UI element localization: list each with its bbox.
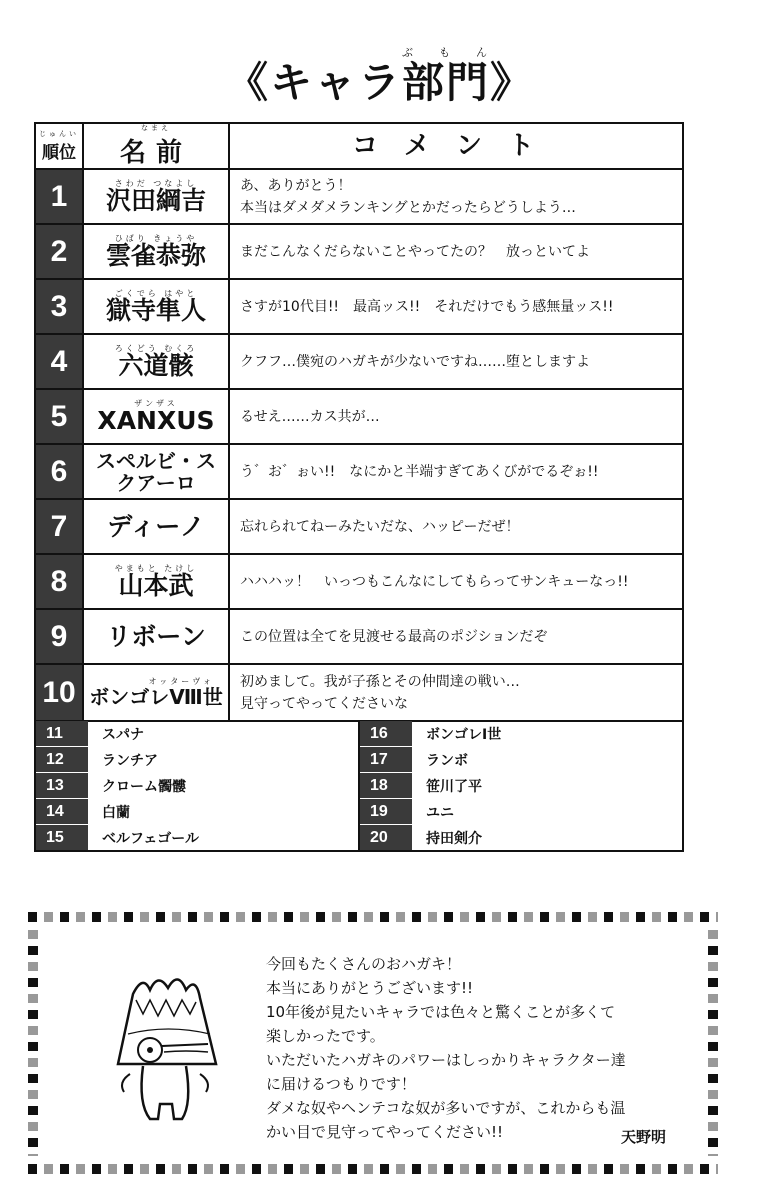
name-ruby: ろくどう むくろ <box>114 344 198 353</box>
name-cell <box>84 390 230 443</box>
comment-cell <box>230 500 682 553</box>
rank-row-9 <box>36 610 682 665</box>
comment-line: さすが10代目!! 最高ッス!! それだけでもう感無量ッス!! <box>240 298 614 315</box>
comment-cell <box>230 280 682 333</box>
comment-line: クフフ…僕宛のハガキが少ないですね……堕としますよ <box>240 353 590 370</box>
name-cell <box>84 500 230 553</box>
lower-ranks-table <box>34 721 684 852</box>
rank-number: 20 <box>360 825 412 850</box>
character-name: 沢田綱吉 <box>105 186 206 215</box>
title-ruby: ぶもん <box>402 46 513 59</box>
name-cell <box>84 665 230 720</box>
rank-number: 17 <box>360 747 412 772</box>
rank-number: 5 <box>36 390 84 443</box>
rank-number: 10 <box>36 665 84 720</box>
comment-header-cell <box>230 124 682 168</box>
comment-cell <box>230 390 682 443</box>
rank-number: 1 <box>36 170 84 223</box>
rank-row-6 <box>36 445 682 500</box>
name-cell <box>84 280 230 333</box>
dashed-border-bottom <box>28 1164 718 1174</box>
character-name: ボンゴレⅧ世 <box>89 685 223 709</box>
character-name: 六道骸 <box>118 351 194 380</box>
comment-cell <box>230 170 682 223</box>
message-line: 本当にありがとうございます!! <box>266 979 474 997</box>
message-line: いただいたハガキのパワーはしっかりキャラクター達 <box>266 1051 626 1069</box>
comment-line: 本当はダメダメランキングとかだったらどうしよう… <box>240 199 576 216</box>
comment-line: この位置は全てを見渡せる最高のポジションだぞ <box>240 628 548 645</box>
name-ruby: さわだ つなよし <box>114 179 198 188</box>
character-name: リボーン <box>106 621 206 651</box>
character-name: 笹川了平 <box>426 778 482 795</box>
rank-row-4 <box>36 335 682 390</box>
name-header-cell <box>84 124 230 168</box>
rank-row-3 <box>36 280 682 335</box>
list-item <box>360 825 682 850</box>
comment-cell <box>230 225 682 278</box>
comment-line: あ、ありがとう！ <box>240 177 352 194</box>
name-ruby: やまもと たけし <box>114 564 198 573</box>
rank-row-2 <box>36 225 682 280</box>
comment-line: 忘れられてねーみたいだな、ハッピーだぜ！ <box>240 518 520 535</box>
rank-row-10 <box>36 665 682 720</box>
character-name: ユニ <box>426 804 454 821</box>
rank-row-5 <box>36 390 682 445</box>
author-message <box>266 952 686 1144</box>
comment-header: コメント <box>351 131 560 161</box>
character-name: 白蘭 <box>102 804 130 821</box>
message-line: 10年後が見たいキャラでは色々と驚くことが多くて <box>266 1003 616 1021</box>
name-cell <box>84 445 230 498</box>
list-item <box>36 721 358 747</box>
character-name: 獄寺隼人 <box>105 296 206 325</box>
name-header-ruby: なまえ <box>141 123 171 132</box>
rank-number: 8 <box>36 555 84 608</box>
rank-number: 2 <box>36 225 84 278</box>
rank-number: 12 <box>36 747 88 772</box>
name-ruby: ひばり きょうや <box>114 234 198 243</box>
comment-cell <box>230 610 682 663</box>
list-item <box>360 799 682 825</box>
rank-header: 順位 <box>42 142 76 163</box>
comment-cell <box>230 335 682 388</box>
comment-cell <box>230 665 682 720</box>
rank-header-cell <box>36 124 84 168</box>
author-mascot-icon <box>88 954 238 1144</box>
character-name: 持田剣介 <box>426 830 482 847</box>
list-item <box>36 825 358 850</box>
rank-number: 19 <box>360 799 412 824</box>
name-ruby: ザンザス <box>134 399 178 408</box>
rank-number: 9 <box>36 610 84 663</box>
dashed-border-top <box>28 912 718 922</box>
rank-number: 3 <box>36 280 84 333</box>
comment-line: 見守ってやってくださいな <box>240 695 408 712</box>
list-item <box>36 747 358 773</box>
message-line: 今回もたくさんのおハガキ！ <box>266 955 462 973</box>
character-name: 雲雀恭弥 <box>105 241 206 270</box>
ranking-table <box>34 122 684 722</box>
message-line: に届けるつもりです！ <box>266 1075 416 1093</box>
dashed-border-left <box>28 930 38 1156</box>
lower-ranks-right-column <box>360 721 682 850</box>
comment-cell <box>230 555 682 608</box>
name-ruby: ごくでら はやと <box>114 289 198 298</box>
character-name: ディーノ <box>107 511 205 541</box>
rank-number: 13 <box>36 773 88 798</box>
rank-row-7 <box>36 500 682 555</box>
table-header-row <box>36 124 682 170</box>
rank-number: 6 <box>36 445 84 498</box>
character-name: ランボ <box>426 752 468 769</box>
comment-cell <box>230 445 682 498</box>
character-name: クローム髑髏 <box>102 778 186 795</box>
rank-number: 11 <box>36 721 88 746</box>
list-item <box>360 773 682 799</box>
list-item <box>360 747 682 773</box>
rank-number: 18 <box>360 773 412 798</box>
character-name: ベルフェゴール <box>102 830 200 847</box>
name-cell <box>84 170 230 223</box>
name-cell <box>84 225 230 278</box>
author-note-box <box>28 912 718 1174</box>
character-name: ランチア <box>102 752 158 769</box>
character-name: 山本武 <box>118 571 194 600</box>
rank-number: 14 <box>36 799 88 824</box>
rank-row-8 <box>36 555 682 610</box>
character-name: スパナ <box>102 726 144 743</box>
character-name: ボンゴレⅠ世 <box>426 726 502 743</box>
list-item <box>360 721 682 747</box>
comment-line: るせえ……カス共が… <box>240 408 380 425</box>
name-ruby: オッターヴォ <box>148 677 214 686</box>
rank-number: 16 <box>360 721 412 746</box>
dashed-border-right <box>708 930 718 1156</box>
comment-line: まだこんなくだらないことやってたの？ 放っといてよ <box>240 243 590 260</box>
author-signature: 天野明 <box>620 1128 666 1146</box>
comment-line: ハハハッ！ いっつもこんなにしてもらってサンキューなっ!! <box>240 573 629 590</box>
page-title: 《キャラ部門》 <box>225 58 534 107</box>
message-line: かい目で見守ってやってください!! <box>266 1123 504 1141</box>
rank-number: 4 <box>36 335 84 388</box>
name-cell <box>84 555 230 608</box>
character-name: XANXUS <box>97 406 215 435</box>
message-line: 楽しかったです。 <box>266 1027 385 1045</box>
character-name: スペルビ・スクアーロ <box>96 448 216 495</box>
lower-ranks-left-column <box>36 721 360 850</box>
comment-line: う゛お゛ぉい!! なにかと半端すぎてあくびがでるぞぉ!! <box>240 463 599 480</box>
rank-number: 15 <box>36 825 88 850</box>
list-item <box>36 773 358 799</box>
list-item <box>36 799 358 825</box>
name-cell <box>84 335 230 388</box>
rank-row-1 <box>36 170 682 225</box>
name-header: 名前 <box>119 137 192 168</box>
message-line: ダメな奴やヘンテコな奴が多いですが、これからも温 <box>266 1099 626 1117</box>
name-cell <box>84 610 230 663</box>
rank-header-ruby: じゅんい <box>39 129 79 138</box>
rank-number: 7 <box>36 500 84 553</box>
comment-line: 初めまして。我が子孫とその仲間達の戦い… <box>240 673 520 690</box>
